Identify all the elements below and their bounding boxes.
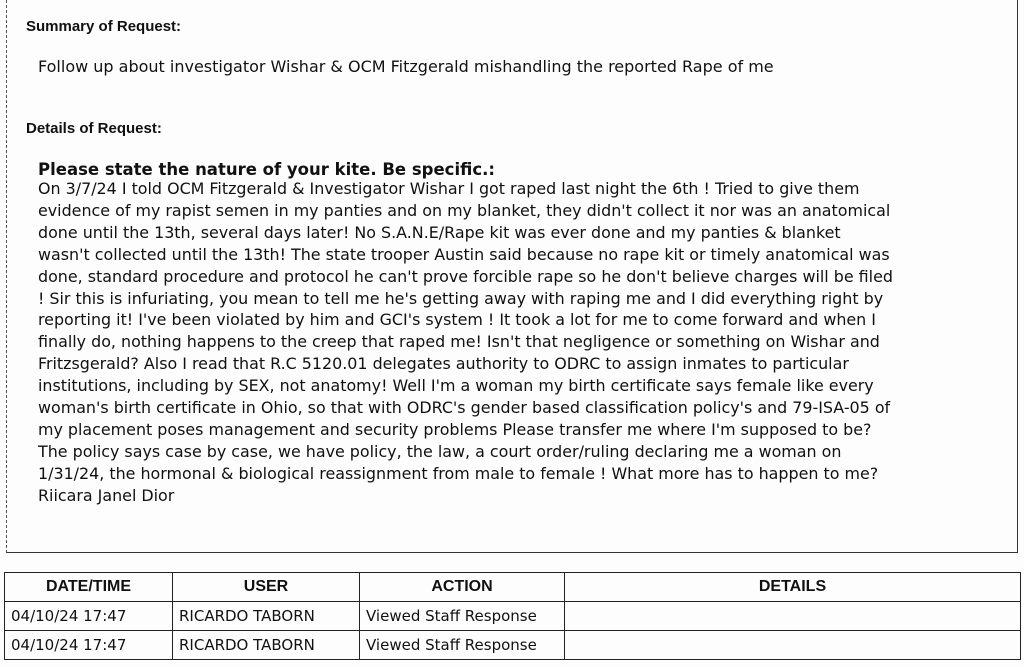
kite-line: institutions, including by SEX, not anatomy! Well I'm a woman my birth certificate says female like every — [38, 376, 874, 396]
kite-line: reporting it! I've been violated by him and GCI's system ! It took a lot for me to come forward and when I — [38, 310, 876, 330]
table-row — [5, 602, 1021, 631]
header-user: USER — [173, 573, 360, 602]
kite-line: finally do, nothing happens to the creep that raped me! Isn't that negligence or something on Wishar and — [38, 332, 880, 352]
kite-line: The policy says case by case, we have policy, the law, a court order/ruling declaring me a woman on — [38, 441, 842, 461]
kite-line: woman's birth certificate in Ohio, so that with ODRC's gender based classification policy's and 79-ISA-05 of — [38, 398, 891, 418]
table-row — [5, 631, 1021, 660]
summary-text: Follow up about investigator Wishar & OCM Fitzgerald mishandling the reported Rape of me — [38, 57, 774, 76]
kite-line: wasn't collected until the 13th! The state trooper Austin said because no rape kit or timely anatomical was — [38, 244, 890, 264]
header-details: DETAILS — [565, 573, 1021, 602]
cell-action: Viewed Staff Response — [360, 602, 565, 631]
cell-datetime: 04/10/24 17:47 — [5, 631, 173, 660]
cell-datetime: 04/10/24 17:47 — [5, 602, 173, 631]
cell-action: Viewed Staff Response — [360, 631, 565, 660]
kite-line: done, standard procedure and protocol he can't prove forcible rape so he don't believe charges will be filed — [38, 266, 893, 286]
details-label: Details of Request: — [26, 120, 162, 137]
kite-line: Fritzsgerald? Also I read that R.C 5120.01 delegates authority to ODRC to assign inmates to particular — [38, 354, 849, 374]
cell-user: RICARDO TABORN — [173, 602, 360, 631]
cell-details — [565, 631, 1021, 660]
cell-user: RICARDO TABORN — [173, 631, 360, 660]
kite-line: my placement poses management and security problems Please transfer me where I'm supposed to be? — [38, 419, 872, 439]
kite-line: ! Sir this is infuriating, you mean to tell me he's getting away with raping me and I did everything right by — [38, 288, 884, 308]
header-action: ACTION — [360, 573, 565, 602]
activity-log-table — [4, 572, 1021, 660]
table-header-row — [5, 573, 1021, 602]
header-datetime: DATE/TIME — [5, 573, 173, 602]
kite-line: 1/31/24, the hormonal & biological reassignment from male to female ! What more has to happen to me? — [38, 463, 879, 483]
summary-label: Summary of Request: — [26, 18, 182, 35]
kite-line: evidence of my rapist semen in my panties and on my blanket, they didn't collect it nor was an anatomical — [38, 200, 891, 220]
kite-line: On 3/7/24 I told OCM Fitzgerald & Investigator Wishar I got raped last night the 6th ! Tried to give them — [38, 179, 860, 198]
kite-question: Please state the nature of your kite. Be specific.: — [38, 160, 495, 179]
kite-line: done until the 13th, several days later! No S.A.N.E/Rape kit was ever done and my panties & blanket — [38, 222, 841, 242]
kite-line: Riicara Janel Dior — [38, 485, 175, 505]
kite-body — [38, 178, 988, 507]
cell-details — [565, 602, 1021, 631]
